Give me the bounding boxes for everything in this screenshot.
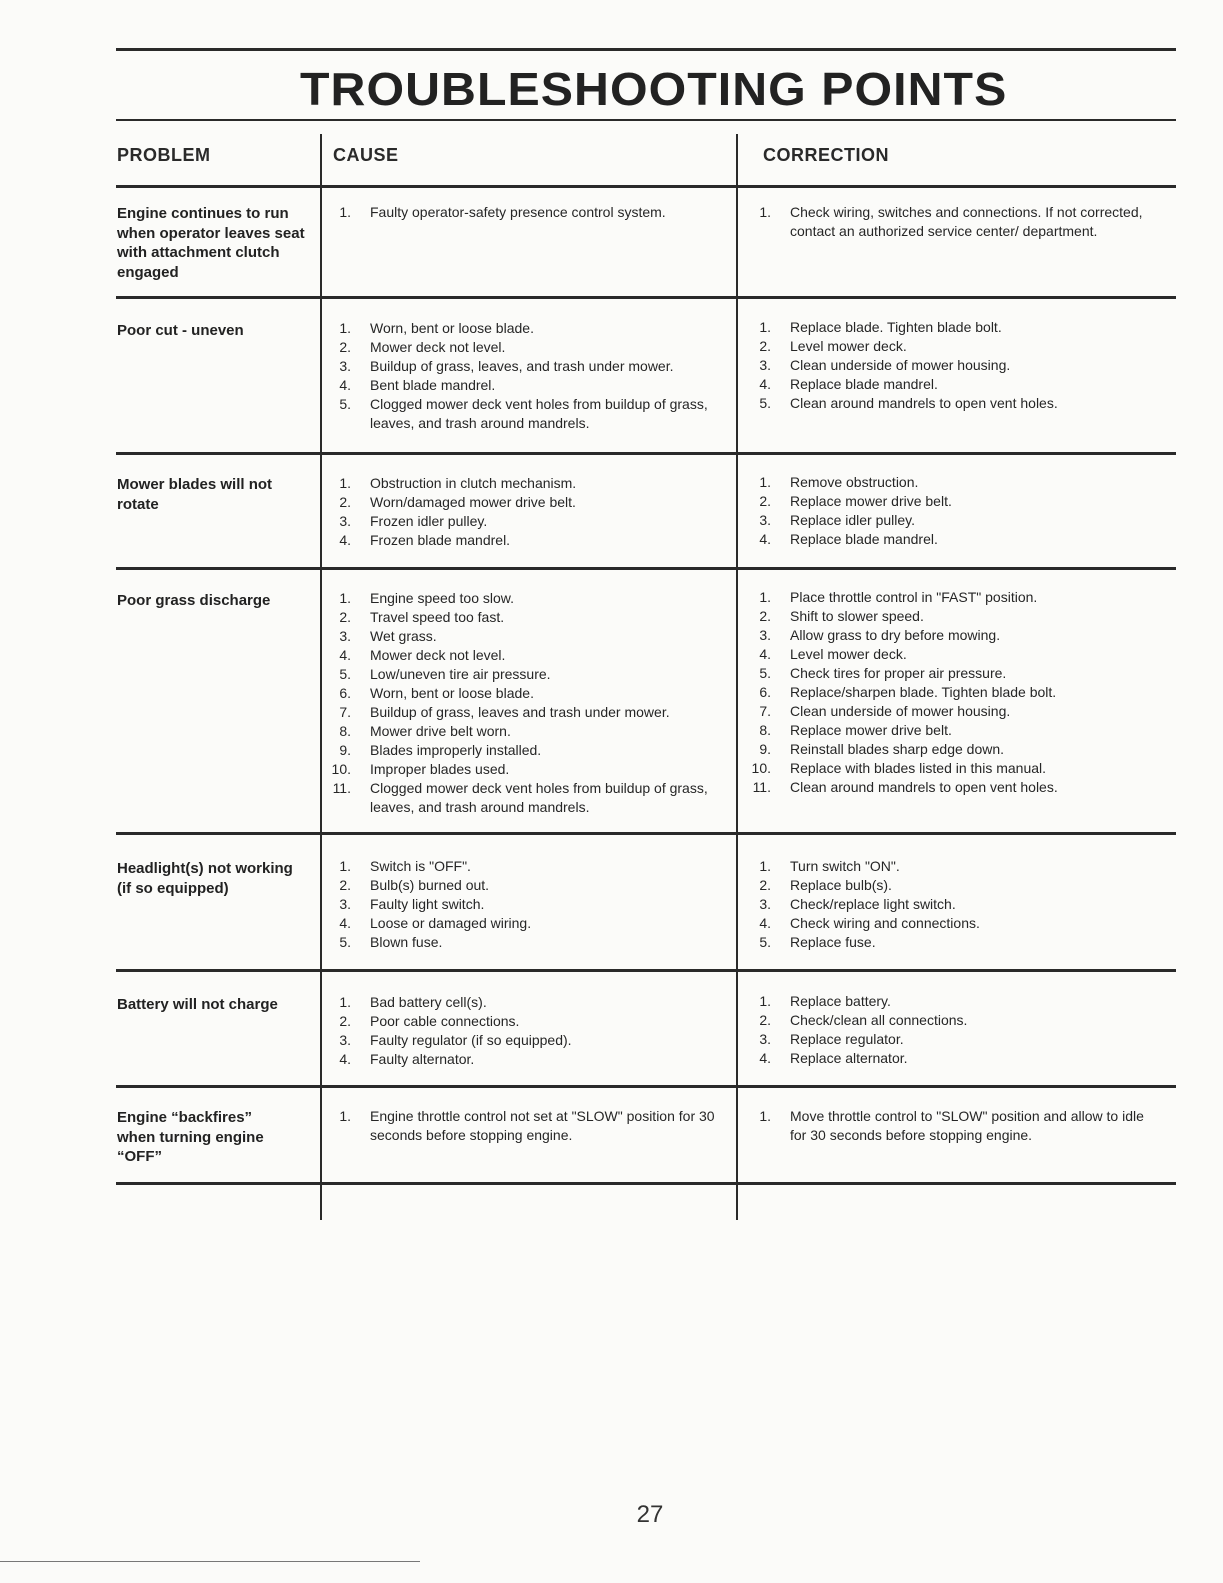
row-separator-rule <box>116 452 1176 455</box>
problem-text: Engine “backfires” <box>117 1109 253 1126</box>
cause-item: 2. Bulb(s) burned out. <box>339 877 490 893</box>
page-title: TROUBLESHOOTING POINTS <box>300 63 1008 115</box>
correction-list <box>759 992 1145 1068</box>
cause-item: 3. Buildup of grass, leaves, and trash under mower. <box>339 358 674 374</box>
correction-item: 1. Move throttle control to "SLOW" position and allow to idle for 30 seconds before stopping engine. <box>759 1108 1144 1143</box>
problem-text: when operator leaves seat <box>117 224 305 242</box>
correction-item: 5. Clean around mandrels to open vent holes. <box>759 395 1058 411</box>
problem-text: Poor cut - uneven <box>117 322 244 339</box>
cause-item: 5. Clogged mower deck vent holes from buildup of grass, leaves, and trash around mandrels. <box>339 396 708 431</box>
problem-cell <box>117 475 322 514</box>
correction-item: 4. Replace alternator. <box>759 1050 908 1066</box>
correction-item: 3. Clean underside of mower housing. <box>759 357 1011 373</box>
problem-cell <box>117 204 322 282</box>
problem-text: Engine continues to run <box>117 205 289 222</box>
cause-item: 1. Engine throttle control not set at "SLOW" position for 30 seconds before stopping engine. <box>339 1108 715 1143</box>
correction-item: 3. Check/replace light switch. <box>759 896 956 912</box>
correction-item: 1. Place throttle control in "FAST" position. <box>759 589 1038 605</box>
cause-item: 3. Frozen idler pulley. <box>339 513 488 529</box>
page-number: 27 <box>636 1501 664 1528</box>
cause-item: 2. Worn/damaged mower drive belt. <box>339 494 576 510</box>
problem-text: (if so equipped) <box>117 879 229 897</box>
cause-item: 2. Travel speed too fast. <box>339 609 505 625</box>
correction-item: 2. Level mower deck. <box>759 338 907 354</box>
cause-item: 1. Faulty operator-safety presence control system. <box>339 204 666 220</box>
correction-item: 4. Replace blade mandrel. <box>759 531 938 547</box>
cause-item: 10. Improper blades used. <box>331 761 510 777</box>
cause-item: 1. Engine speed too slow. <box>339 590 514 606</box>
problem-cell <box>117 859 322 898</box>
problem-column-header: PROBLEM <box>117 145 211 165</box>
cause-item: 4. Frozen blade mandrel. <box>339 532 511 548</box>
correction-list <box>759 473 1145 549</box>
bottom-edge-rule <box>0 1561 420 1562</box>
row-separator-rule <box>116 296 1176 299</box>
correction-item: 7. Clean underside of mower housing. <box>759 703 1011 719</box>
problem-text: Mower blades will not <box>117 476 273 493</box>
correction-item: 2. Shift to slower speed. <box>759 608 924 624</box>
correction-item: 1. Check wiring, switches and connections. If not corrected, contact an authorized service center/ department. <box>759 204 1143 239</box>
cause-item: 1. Switch is "OFF". <box>339 858 471 874</box>
problem-cell <box>117 321 322 341</box>
correction-item: 2. Check/clean all connections. <box>759 1012 968 1028</box>
correction-list <box>751 588 1150 797</box>
cause-item: 3. Faulty light switch. <box>339 896 485 912</box>
correction-list <box>759 1107 1160 1145</box>
cause-list <box>339 993 725 1069</box>
correction-item: 3. Allow grass to dry before mowing. <box>759 627 1001 643</box>
cause-item: 9. Blades improperly installed. <box>339 742 542 758</box>
correction-item: 1. Remove obstruction. <box>759 474 919 490</box>
cause-item: 2. Poor cable connections. <box>339 1013 520 1029</box>
correction-column-header: CORRECTION <box>763 145 889 165</box>
correction-list <box>759 318 1145 413</box>
problem-cell <box>117 1108 322 1167</box>
top-rule <box>116 48 1176 51</box>
cause-item: 4. Mower deck not level. <box>339 647 506 663</box>
row-separator-rule <box>116 969 1176 972</box>
correction-list <box>759 203 1145 241</box>
cause-item: 7. Buildup of grass, leaves and trash under mower. <box>339 704 670 720</box>
problem-text: when turning engine <box>117 1128 264 1146</box>
correction-item: 5. Check tires for proper air pressure. <box>759 665 1007 681</box>
cause-column-header: CAUSE <box>333 145 399 165</box>
correction-item: 8. Replace mower drive belt. <box>759 722 952 738</box>
cause-list <box>331 589 725 817</box>
cause-item: 2. Mower deck not level. <box>339 339 506 355</box>
problem-cell <box>117 591 322 611</box>
correction-item: 6. Replace/sharpen blade. Tighten blade bolt. <box>759 684 1057 700</box>
correction-item: 3. Replace regulator. <box>759 1031 904 1047</box>
problem-text: “OFF” <box>117 1148 162 1165</box>
correction-item: 1. Replace battery. <box>759 993 891 1009</box>
correction-item: 9. Reinstall blades sharp edge down. <box>759 741 1005 757</box>
correction-item: 1. Replace blade. Tighten blade bolt. <box>759 319 1002 335</box>
row-separator-rule <box>116 832 1176 835</box>
table-bottom-rule <box>116 1182 1176 1185</box>
cause-item: 3. Faulty regulator (if so equipped). <box>339 1032 572 1048</box>
correction-item: 2. Replace mower drive belt. <box>759 493 952 509</box>
correction-item: 1. Turn switch "ON". <box>759 858 900 874</box>
cause-item: 3. Wet grass. <box>339 628 437 644</box>
correction-list <box>759 857 1145 952</box>
row-separator-rule <box>116 1085 1176 1088</box>
cause-item: 6. Worn, bent or loose blade. <box>339 685 534 701</box>
cause-item: 4. Faulty alternator. <box>339 1051 475 1067</box>
cause-item: 1. Obstruction in clutch mechanism. <box>339 475 577 491</box>
problem-text: with attachment clutch <box>117 244 280 261</box>
correction-item: 4. Level mower deck. <box>759 646 907 662</box>
cause-item: 8. Mower drive belt worn. <box>339 723 511 739</box>
cause-list <box>339 203 725 222</box>
cause-item: 1. Bad battery cell(s). <box>339 994 487 1010</box>
cause-item: 4. Bent blade mandrel. <box>339 377 496 393</box>
problem-text: Headlight(s) not working <box>117 860 293 877</box>
header-separator-rule <box>116 185 1176 188</box>
correction-item: 4. Check wiring and connections. <box>759 915 980 931</box>
correction-item: 5. Replace fuse. <box>759 934 876 950</box>
cause-list <box>339 474 725 550</box>
cause-item: 11. Clogged mower deck vent holes from buildup of grass, leaves, and trash around mandrels. <box>332 780 708 815</box>
cause-item: 4. Loose or damaged wiring. <box>339 915 532 931</box>
title-underline-rule <box>116 119 1176 121</box>
cause-item: 1. Worn, bent or loose blade. <box>339 320 534 336</box>
cause-item: 5. Low/uneven tire air pressure. <box>339 666 551 682</box>
correction-item: 3. Replace idler pulley. <box>759 512 916 528</box>
correction-item: 10. Replace with blades listed in this manual. <box>751 760 1047 776</box>
problem-text: Battery will not charge <box>117 996 278 1013</box>
problem-text: rotate <box>117 495 159 513</box>
correction-item: 2. Replace bulb(s). <box>759 877 892 893</box>
cause-list <box>339 1107 715 1145</box>
problem-cell <box>117 995 322 1015</box>
problem-text: engaged <box>117 263 179 281</box>
correction-item: 11. Clean around mandrels to open vent holes. <box>752 779 1058 795</box>
cause-item: 5. Blown fuse. <box>339 934 443 950</box>
cause-list <box>339 319 725 433</box>
correction-item: 4. Replace blade mandrel. <box>759 376 938 392</box>
cause-list <box>339 857 725 952</box>
row-separator-rule <box>116 567 1176 570</box>
problem-text: Poor grass discharge <box>117 592 271 609</box>
